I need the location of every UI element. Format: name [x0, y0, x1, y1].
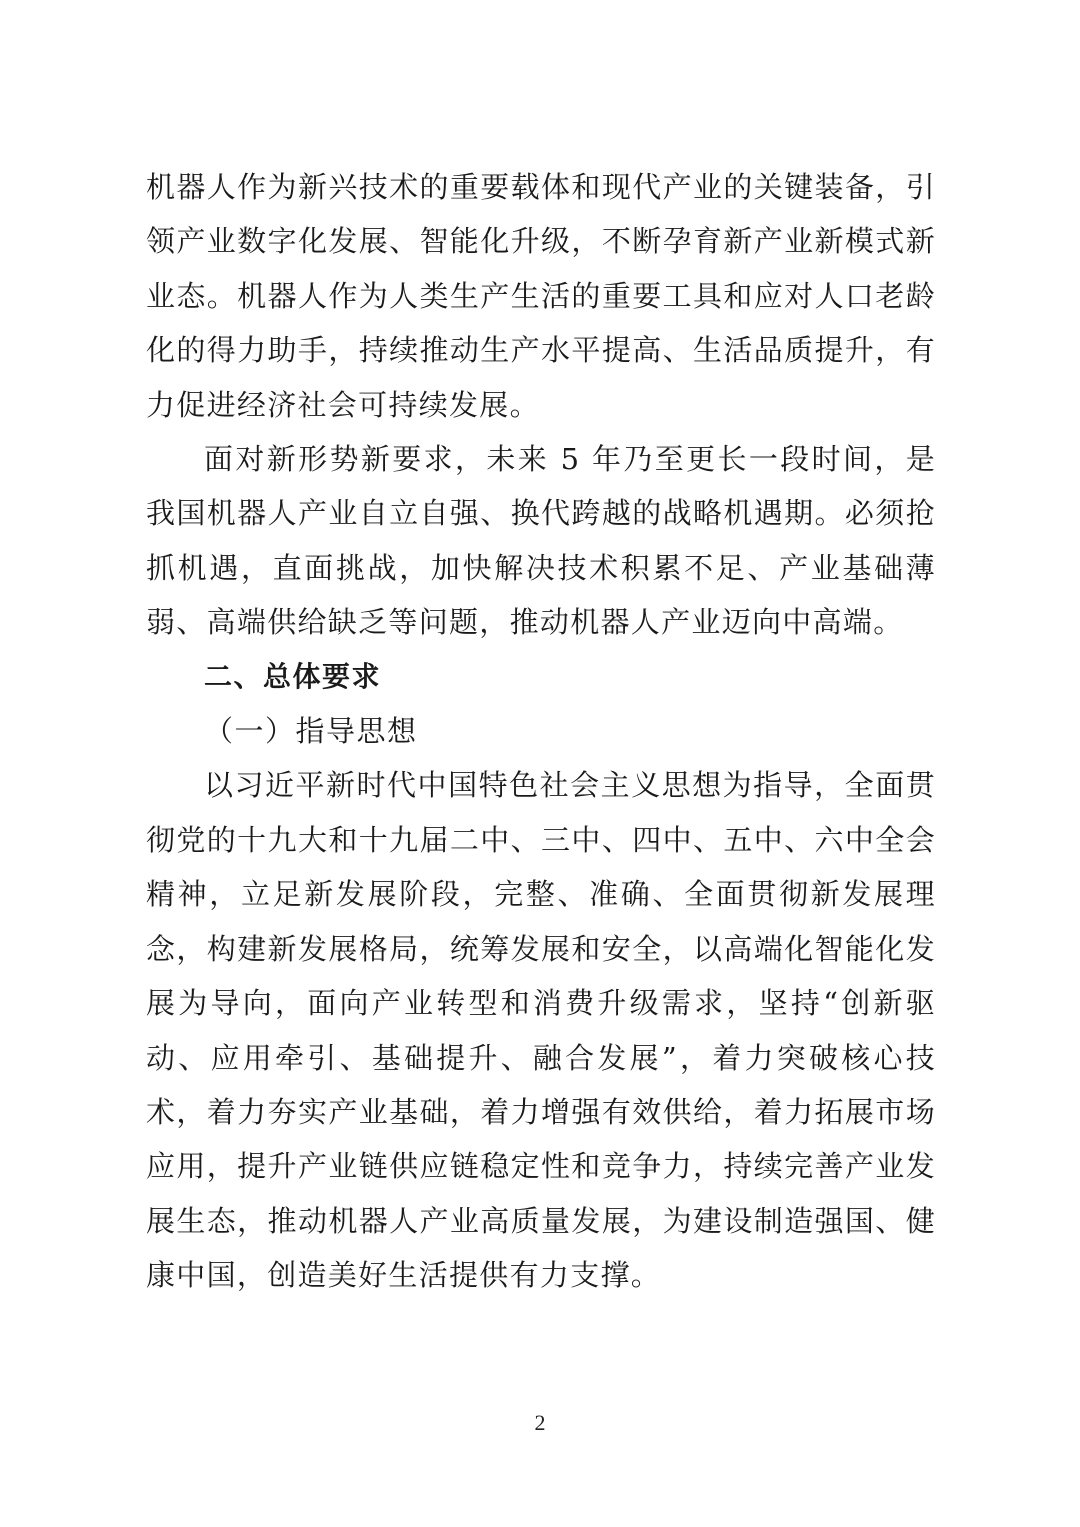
- section-heading: 二、总体要求: [204, 659, 382, 693]
- body-paragraph-robot-role: 机器人作为新兴技术的重要载体和现代产业的关键装备，引领产业数字化发展、智能化升级，不断孕育新产业新模式新业态。机器人作为人类生产生活的重要工具和应对人口老龄化的得力助手，持续推动生产水平提高、生活品质提升，有力促进经济社会可持续发展。: [146, 170, 936, 422]
- subsection-heading: （一）指导思想: [204, 714, 418, 749]
- body-paragraph-guiding-ideology: 以习近平新时代中国特色社会主义思想为指导，全面贯彻党的十九大和十九届二中、三中、四中、五中、六中全会精神，立足新发展阶段，完整、准确、全面贯彻新发展理念，构建新发展格局，统筹发展和安全，以高端化智能化发展为导向，面向产业转型和消费升级需求，坚持“创新驱动、应用牵引、基础提升、融合发展”，着力突破核心技术，着力夯实产业基础，着力增强有效供给，着力拓展市场应用，提升产业链供应链稳定性和竞争力，持续完善产业发展生态，推动机器人产业高质量发展，为建设制造强国、健康中国，创造美好生活提供有力支撑。: [146, 768, 936, 1293]
- document-page: [146, 160, 936, 1303]
- page-number: 2: [534, 1410, 546, 1435]
- body-paragraph-new-situation: 面对新形势新要求，未来 5 年乃至更长一段时间，是我国机器人产业自立自强、换代跨越的战略机遇期。必须抢抓机遇，直面挑战，加快解决技术积累不足、产业基础薄弱、高端供给缺乏等问题，推动机器人产业迈向中高端。: [146, 442, 936, 640]
